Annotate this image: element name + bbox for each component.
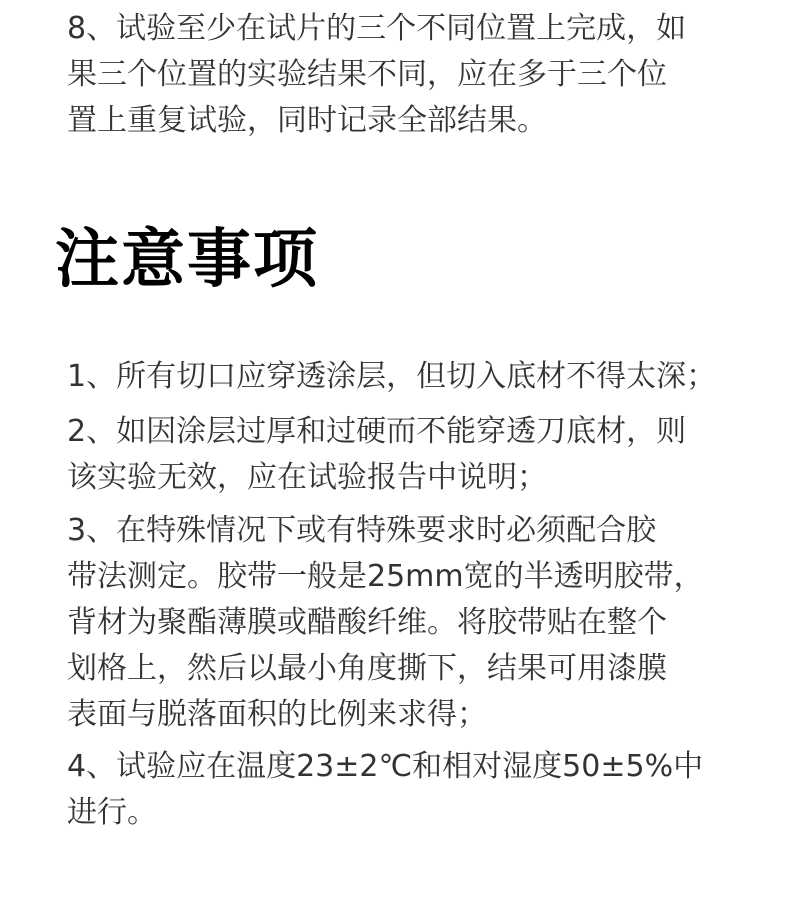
intro-line: 置上重复试验，同时记录全部结果。 xyxy=(67,103,547,138)
note-item-4 xyxy=(67,744,747,836)
notes-heading: 注意事项 xyxy=(55,223,319,297)
note-line: 划格上，然后以最小角度撕下，结果可用漆膜 xyxy=(67,651,667,686)
note-item-1 xyxy=(67,354,747,400)
note-line: 进行。 xyxy=(67,795,157,830)
note-line: 表面与脱落面积的比例来求得； xyxy=(67,697,487,732)
note-line: 该实验无效，应在试验报告中说明； xyxy=(67,460,547,495)
note-item-3 xyxy=(67,508,747,738)
intro-paragraph xyxy=(67,6,747,144)
note-line: 背材为聚酯薄膜或醋酸纤维。将胶带贴在整个 xyxy=(67,605,667,640)
intro-line: 果三个位置的实验结果不同，应在多于三个位 xyxy=(67,57,667,92)
note-line: 1、所有切口应穿透涂层，但切入底材不得太深； xyxy=(67,359,717,394)
note-line: 带法测定。胶带一般是25mm宽的半透明胶带， xyxy=(67,559,704,594)
intro-line: 8、试验至少在试片的三个不同位置上完成，如 xyxy=(67,11,687,46)
note-line: 4、试验应在温度23±2℃和相对湿度50±5%中 xyxy=(67,749,704,784)
note-line: 3、在特殊情况下或有特殊要求时必须配合胶 xyxy=(67,513,657,548)
note-item-2 xyxy=(67,409,747,501)
note-line: 2、如因涂层过厚和过硬而不能穿透刀底材，则 xyxy=(67,414,687,449)
